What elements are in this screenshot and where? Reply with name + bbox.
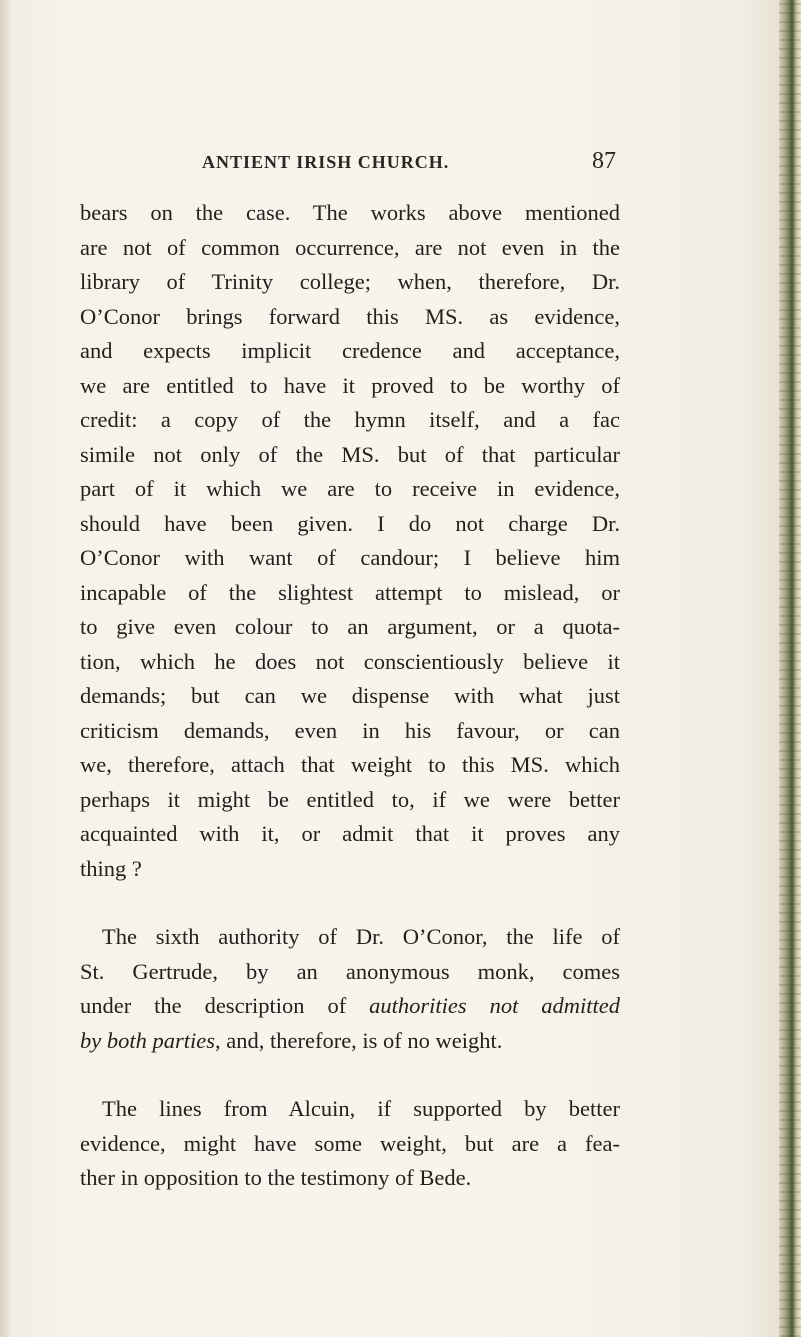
text-line: St. Gertrude, by an anonymous monk, comes — [80, 958, 620, 984]
page-left-edge — [0, 0, 10, 1337]
text-line: thing ? — [80, 855, 142, 881]
text-line: evidence, might have some weight, but are a fea- — [80, 1130, 620, 1156]
text-line: library of Trinity college; when, therefore, Dr. — [80, 269, 620, 294]
text-line: credit: a copy of the hymn itself, and a fac — [80, 407, 620, 432]
text-line: demands; but can we dispense with what just — [80, 683, 620, 708]
text-line: incapable of the slightest attempt to mislead, or — [80, 579, 620, 605]
text-line — [80, 1024, 620, 1059]
paragraph-2 — [80, 920, 620, 1058]
paragraph-1 — [80, 196, 620, 886]
body-text — [80, 196, 620, 1196]
text-line: O’Conor brings forward this MS. as evidence, — [80, 303, 620, 329]
italic-phrase: by both parties — [80, 1027, 215, 1053]
text-run: , and, therefore, is of no weight. — [215, 1027, 503, 1053]
paragraph-3 — [80, 1092, 620, 1196]
text-line — [80, 989, 620, 1024]
text-line: The sixth authority of Dr. O’Conor, the life of — [102, 924, 620, 949]
text-line: part of it which we are to receive in evidence, — [80, 476, 620, 501]
text-line: simile not only of the MS. but of that particular — [80, 441, 620, 467]
text-line: we are entitled to have it proved to be worthy of — [80, 372, 620, 398]
text-line: should have been given. I do not charge Dr. — [80, 510, 620, 536]
text-line: we, therefore, attach that weight to this MS. which — [80, 752, 620, 777]
text-line: are not of common occurrence, are not even in the — [80, 234, 620, 260]
text-line: O’Conor with want of candour; I believe him — [80, 545, 620, 570]
running-head — [80, 148, 616, 178]
text-line: bears on the case. The works above mentioned — [80, 200, 620, 225]
text-line: The lines from Alcuin, if supported by better — [102, 1096, 620, 1121]
text-line: tion, which he does not conscientiously believe it — [80, 648, 620, 674]
running-title: ANTIENT IRISH CHURCH. — [202, 152, 450, 172]
page-binding-edge — [779, 0, 801, 1337]
text-run: under the description of — [80, 993, 370, 1018]
italic-phrase: authorities not admitted — [369, 993, 621, 1018]
text-line: acquainted with it, or admit that it proves any — [80, 821, 620, 846]
text-line: criticism demands, even in his favour, or can — [80, 717, 620, 743]
text-line: and expects implicit credence and acceptance, — [80, 338, 620, 363]
text-line: to give even colour to an argument, or a quota- — [80, 614, 620, 639]
page-number: 87 — [592, 148, 616, 174]
text-line: perhaps it might be entitled to, if we were better — [80, 786, 620, 812]
text-line: ther in opposition to the testimony of Bede. — [80, 1165, 472, 1190]
